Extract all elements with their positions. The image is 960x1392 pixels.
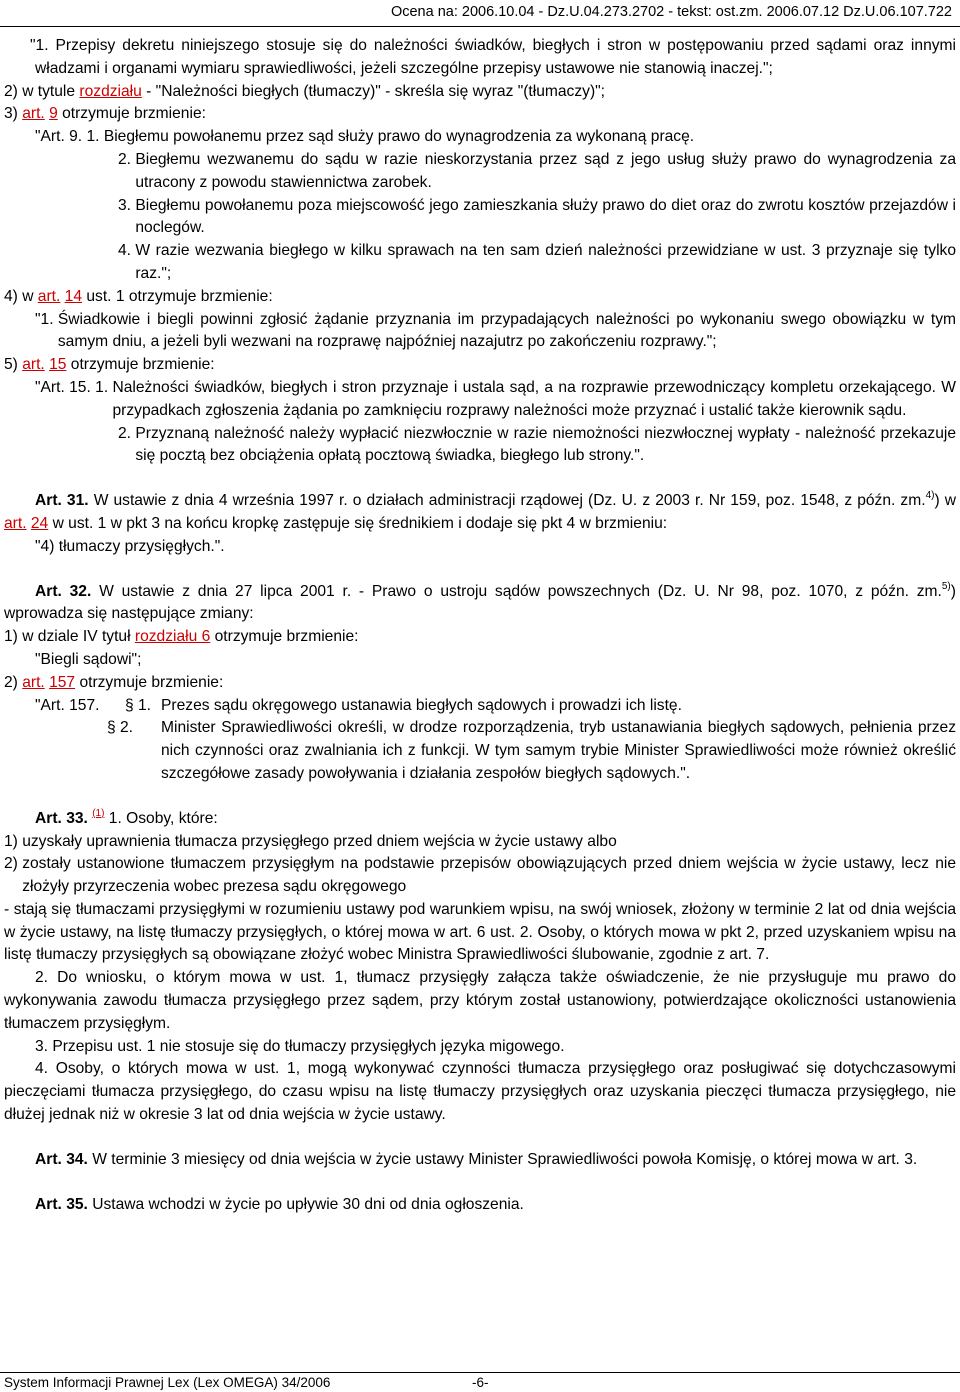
article-35: Art. 35. Ustawa wchodzi w życie po upływie 30 dni od dnia ogłoszenia. [35,1195,524,1213]
link-art-24[interactable]: art. [4,514,27,532]
art-33-item-2: 2) zostały ustanowione tłumaczem przysięgłym na podstawie przepisów obowiązujących przed dniem wejścia w życie ustawy, lecz nie złożyły przyrzeczenia wobec prezesa sądu okręgowego [4,855,956,896]
header-rule [0,26,960,27]
list-item-3: 3) art. 9 otrzymuje brzmienie: [4,105,206,123]
article-33: Art. 33. $^{(1)}$ 1. Osoby, które: [35,807,218,827]
page-header: Ocena na: 2006.10.04 - Dz.U.04.273.2702 - tekst: ost.zm. 2006.07.12 Dz.U.06.107.722 [390,4,952,20]
quoted-art-15: "Art. 15. 1. Należności świadków, biegłych i stron przyznaje i ustala sąd, a na rozprawie przewodniczący kompletu orzekającego. W przypadkach zgłoszenia żądania po zamknięciu rozprawy należności może przyznać i ustalić także kierownik sądu. 2. Przyznaną należność należy wypłacić niezwłocznie w razie niemożności niezwłocznej wypłaty - należność przekazuje się pocztą bez obciążenia opłatą pocztową świadka, biegłego lub strony.". [35,378,956,465]
quoted-art-9: "Art. 9. 1. Biegłemu powołanemu przez sąd służy prawo do wynagrodzenia za wykonaną pracę. 2. Biegłemu wezwanemu do sądu w razie nieskorzystania przez sąd z jego usług służy prawo do wynagrodzenia za utracony z powodu stawiennictwa zarobek. 3. Biegłemu powołanemu poza miejscowość jego zamieszkania służy prawo do diet oraz do zwrotu kosztów przejazdów i noclegów. 4. W razie wezwania biegłego w kilku sprawach na ten sam dzień należności przewidziane w ust. 3 przyznaje się tylko raz."; [35,128,956,282]
article-34: Art. 34. W terminie 3 miesięcy od dnia wejścia w życie ustawy Minister Sprawiedliwości powoła Komisję, o której mowa w art. 3. [35,1150,918,1168]
footer-rule [0,1372,960,1373]
article-31: Art. 31. W ustawie z dnia 4 września 1997 r. o działach administracji rządowej (Dz. U. z 2003 r. Nr 159, poz. 1548, z późn. zm.$^{4)}$) w art. 24 w ust. 1 w pkt 3 na końcu kropkę zastępuje się średnikiem i dodaje się pkt 4 w brzmieniu: [4,490,957,532]
list-item-2: 2) w tytule rozdziału - "Należności biegłych (tłumaczy)" - skreśla się wyraz "(tłumaczy)"; [4,82,606,100]
art-33-ust-4: 4. Osoby, o których mowa w ust. 1, mogą wykonywać czynności tłumacza przysięgłego oraz posługiwać się dotychczasowymi pieczęciami tłumacza przysięgłego, do czasu wpisu na listę tłumaczy przysięgłych oraz uzyskania pieczęci tłumacza przysięgłego, nie dłużej jednak niż w okresie 3 lat od dnia wejścia w życie ustawy. [4,1060,956,1124]
page-footer [4,1375,489,1390]
paragraph-przepisy: "1. Przepisy dekretu niniejszego stosuje się do należności świadków, biegłych i stron w postępowaniu przed sądami oraz innymi władzami i organami wymiaru sprawiedliwości, jeżeli szczególne przepisy ustawowe nie stanowią inaczej."; [30,37,956,77]
art-33-ust-3: 3. Przepisu ust. 1 nie stosuje się do tłumaczy przysięgłych języka migowego. [35,1037,565,1055]
link-art-157[interactable]: art. [22,673,45,691]
list-item-4: 4) w art. 14 ust. 1 otrzymuje brzmienie: [4,287,273,305]
document-body [4,35,956,1216]
link-art-9-number[interactable]: 9 [49,105,58,123]
page-number: -6- [472,1375,489,1390]
art-33-dash-paragraph: - stają się tłumaczami przysięgłymi w rozumieniu ustawy pod warunkiem wpisu, na swój wniosek, złożony w terminie 2 lat od dnia wejścia w życie ustawy, na listę tłumaczy przysięgłych, o której mowa w art. 6 ust. 2. Osoby, o których mowa w pkt 2, przed uzyskaniem wpisu na listę tłumaczy przysięgłych są obowiązane złożyć wobec Ministra Sprawiedliwości ślubowanie, zgodnie z art. 7. [4,900,956,964]
link-art-15[interactable]: art. [22,356,45,374]
link-art-157-number[interactable]: 157 [49,673,76,691]
art-32-item-1: 1) w dziale IV tytuł rozdziału 6 otrzymuje brzmienie: [4,628,359,646]
link-rozdzialu-6[interactable]: rozdziału 6 [134,628,211,646]
link-rozdzialu[interactable]: rozdziału [79,82,142,100]
art-33-item-1: 1) uzyskały uprawnienia tłumacza przysięgłego przed dniem wejścia w życie ustawy albo [4,832,617,850]
quoted-art-157: "Art. 157. § 1. Prezes sądu okręgowego ustanawia biegłych sądowych i prowadzi ich listę. § 2. Minister Sprawiedliwości określi, w drodze rozporządzenia, tryb ustanawiania biegłych sądowych, pełnienia przez nich czynności oraz zwalniania ich z funkcji. W tym samym trybie Minister Sprawiedliwości może również określić szczegółowe zasady powoływania i działania zespołów biegłych sądowych.". [35,696,956,782]
footer-source: System Informacji Prawnej Lex (Lex OMEGA) 34/2006 [4,1375,331,1390]
link-footnote-1[interactable]: (1) [92,807,105,819]
link-art-9[interactable]: art. [22,105,45,123]
art-33-ust-2: 2. Do wniosku, o którym mowa w ust. 1, tłumacz przysięgły załącza także oświadczenie, że nie przysługuje mu prawo do wykonywania zawodu tłumacza przysięgłego przez sądem, przy którym został ustanowiony, potwierdzające okoliczności ustanowienia tłumaczem przysięgłym. [4,969,956,1032]
art-32-item-1-quote: "Biegli sądowi"; [35,650,142,668]
article-31-quote: "4) tłumaczy przysięgłych.". [35,537,225,555]
link-art-14[interactable]: art. [37,287,61,305]
list-item-5: 5) art. 15 otrzymuje brzmienie: [4,356,215,374]
art-32-item-2: 2) art. 157 otrzymuje brzmienie: [4,673,224,691]
quoted-art-14: "1. Świadkowie i biegli powinni zgłosić żądanie przyznania im przypadających należności po wykonaniu swego obowiązku w tym samym dniu, a jeżeli byli wezwani na rozprawę najpóźniej nazajutrz po zakończeniu rozprawy."; [35,310,956,351]
link-art-14-number[interactable]: 14 [64,287,83,305]
link-art-15-number[interactable]: 15 [49,356,67,374]
article-32: Art. 32. W ustawie z dnia 27 lipca 2001 r. - Prawo o ustroju sądów powszechnych (Dz. U. Nr 98, poz. 1070, z późn. zm.$^{5)}$) wprowadza się następujące zmiany: [4,580,956,623]
link-art-24-number[interactable]: 24 [30,514,49,532]
